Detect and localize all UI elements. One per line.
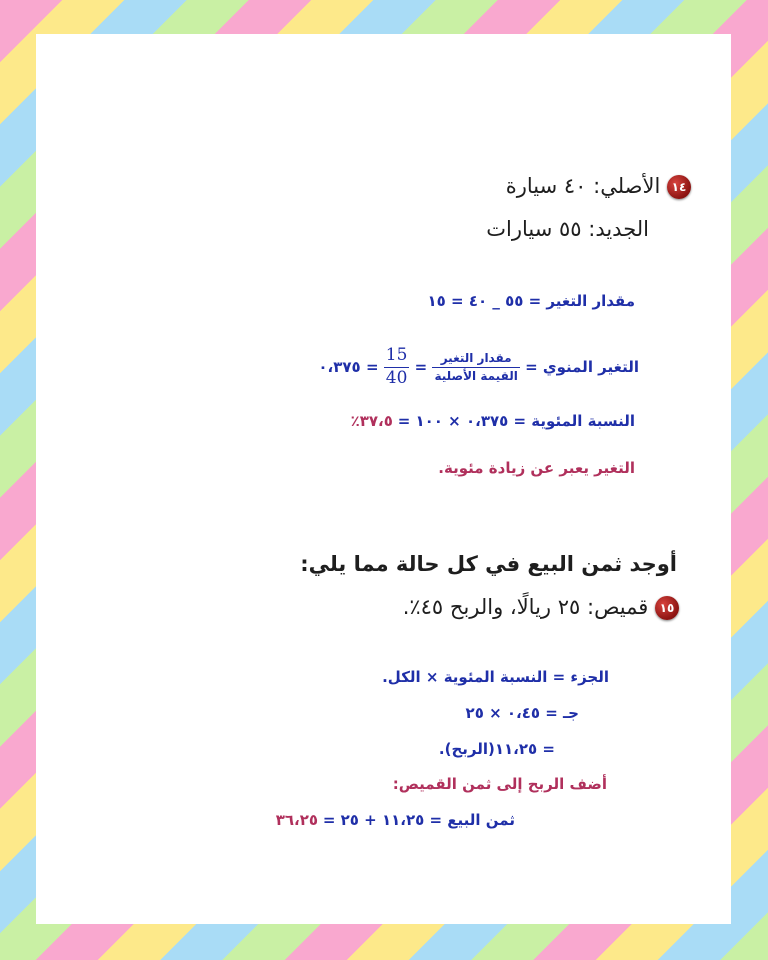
q15-add-note: أضف الربح إلى ثمن القميص: bbox=[392, 775, 607, 793]
q14-change-amount: مقدار التغير = ٥٥ _ ٤٠ = ١٥ bbox=[427, 292, 635, 310]
q14-decimal-result: ٠،٣٧٥ bbox=[318, 358, 361, 377]
q14-equals-2: = bbox=[365, 358, 379, 377]
q14-percent-line bbox=[351, 412, 635, 430]
q14-percent-result: ٣٧،٥٪ bbox=[350, 412, 393, 430]
q15-instruction: أوجد ثمن البيع في كل حالة مما يلي: bbox=[300, 552, 677, 576]
worksheet-page bbox=[36, 34, 731, 924]
q15-sale-label: ثمن البيع = ١١،٢٥ + ٢٥ = bbox=[322, 811, 515, 829]
q15-problem-line bbox=[403, 595, 679, 620]
q14-percent-change-label: التغير المنوي = bbox=[525, 358, 639, 377]
q14-word-fraction-denominator: القيمة الأصلية bbox=[434, 368, 518, 383]
q15-step1: جـ = ٠،٤٥ × ٢٥ bbox=[465, 704, 579, 722]
q15-step2: = ١١،٢٥(الربح). bbox=[438, 740, 555, 758]
q14-original-line bbox=[506, 174, 691, 199]
q14-number-fraction bbox=[384, 347, 410, 388]
q15-formula: الجزء = النسبة المئوية × الكل. bbox=[382, 668, 609, 686]
q15-problem-text: قميص: ٢٥ ريالًا، والربح ٤٥٪. bbox=[402, 595, 649, 619]
q14-word-fraction bbox=[432, 352, 519, 382]
q15-sale-price-line bbox=[276, 811, 515, 829]
q14-conclusion: التغير يعبر عن زيادة مئوية. bbox=[438, 459, 635, 477]
q14-percent-change-line bbox=[318, 347, 639, 388]
q15-sale-result: ٣٦،٢٥ bbox=[275, 811, 319, 829]
q14-word-fraction-numerator: مقدار التغير bbox=[432, 352, 519, 368]
q14-equals-1: = bbox=[414, 358, 428, 377]
q14-number-fraction-denominator: 40 bbox=[385, 367, 408, 388]
q14-number-badge: ١٤ bbox=[667, 175, 691, 199]
q14-number-fraction-numerator: 15 bbox=[384, 347, 410, 368]
q14-new-text: الجديد: ٥٥ سيارات bbox=[486, 217, 649, 241]
q14-original-text: الأصلي: ٤٠ سيارة bbox=[505, 174, 661, 198]
q14-percent-label: النسبة المئوية = ٠،٣٧٥ × ١٠٠ = bbox=[397, 412, 635, 430]
q15-number-badge: ١٥ bbox=[655, 596, 679, 620]
